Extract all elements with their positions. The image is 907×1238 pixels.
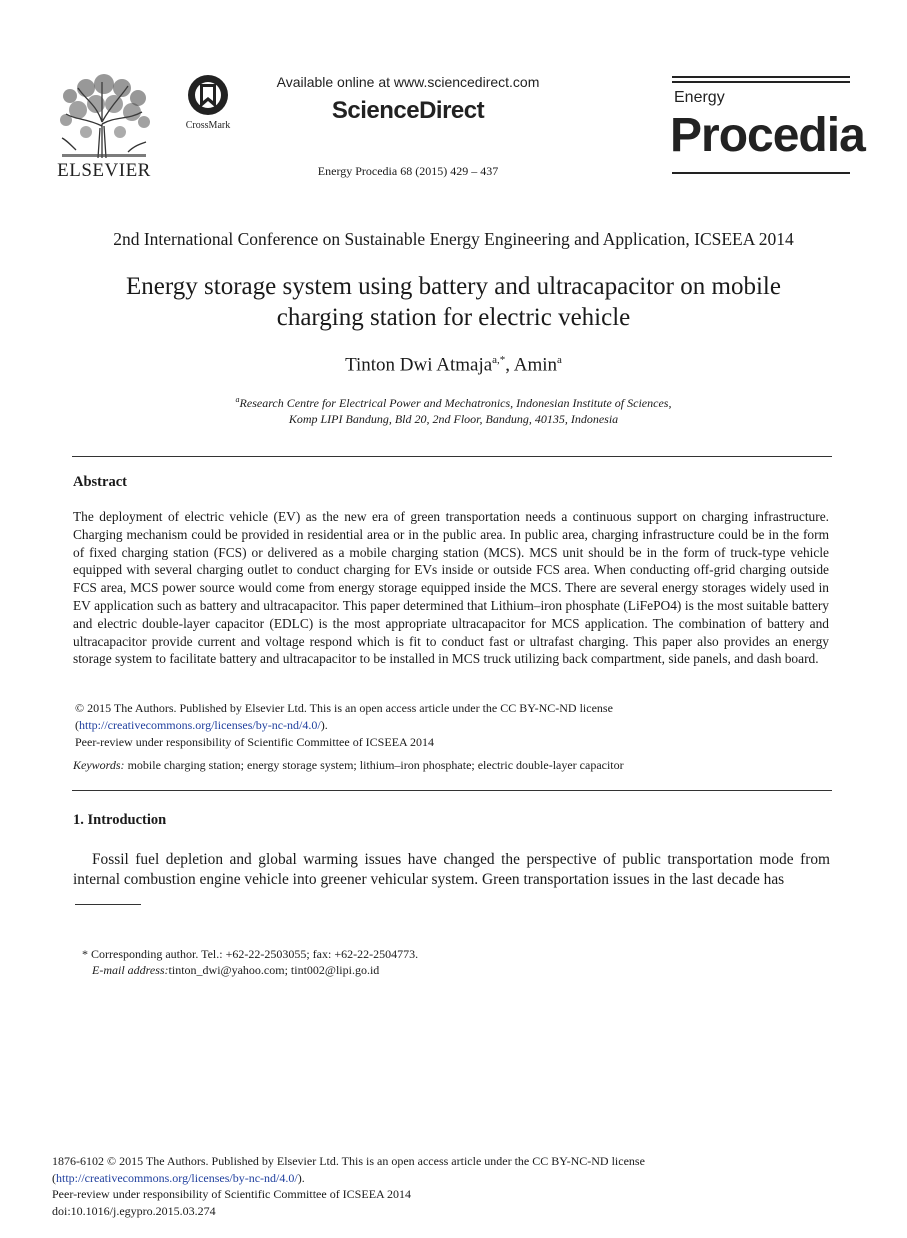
journal-logo-rule-top (672, 76, 850, 78)
sciencedirect-logo[interactable]: ScienceDirect (331, 97, 485, 124)
corresponding-mark[interactable]: * (499, 354, 506, 366)
bottom-license-line: (http://creativecommons.org/licenses/by-nc-nd/4.0/). (52, 1170, 305, 1185)
journal-name-large: Procedia (670, 109, 865, 162)
intro-paragraph: Fossil fuel depletion and global warming issues have changed the perspective of public transportation mode from internal combustion engine vehicle into greener vehicular system. Green transportation issues in the last decade has (73, 851, 830, 888)
email-addresses[interactable]: tinton_dwi@yahoo.com; tint002@lipi.go.id (168, 963, 380, 977)
license-line: (http://creativecommons.org/licenses/by-nc-nd/4.0/). (75, 718, 328, 732)
intro-heading: 1. Introduction (73, 812, 167, 828)
abstract-body: The deployment of electric vehicle (EV) as the new era of green transportation needs a continuous support on charging infrastructure. Charging mechanism could be provided in residential area or in the public area. In public area, charging infrastructure could be in the form of fixed charging station (FCS) or delivered as a mobile charging station (MCS). MCS unit should be in the form of truck-type vehicle equipped with several charging outlet to conduct charging for EVs inside or outside FCS area. When conducting off-grid charging outside FCS area, MCS power source would come from energy storage equipped inside the MCS. There are several energy storages widely used in EV application such as battery and ultracapacitor. This paper determined that Lithium–iron phosphate (LiFePO4) is the most suitable battery and electric double-layer capacitor (EDLC) is the most appropriate ultracapacitor for MCS application. The combination of battery and ultracapacitor provide current and voltage respond which is fit to conduct fast or ultrafast charging. This paper also provides an energy storage system to facilitate battery and ultracapacitor to be installed in MCS truck utilizing back compartment, side panels, and dash board. (73, 509, 829, 667)
bottom-info (52, 1153, 852, 1219)
journal-reference: Energy Procedia 68 (2015) 429 – 437 (317, 164, 499, 178)
footnote (82, 946, 418, 978)
paper-title-line2: charging station for electric vehicle (276, 304, 631, 331)
affiliation-line2: Komp LIPI Bandung, Bld 20, 2nd Floor, Bandung, 40135, Indonesia (288, 412, 619, 426)
author-separator: , (505, 354, 514, 376)
divider-top (72, 456, 832, 457)
crossmark-badge[interactable] (178, 74, 238, 134)
journal-name-small: Energy (674, 89, 725, 106)
crossmark-icon (178, 74, 238, 120)
keywords (73, 758, 833, 773)
email-line (82, 962, 418, 978)
divider-bottom (72, 790, 832, 791)
author-list (60, 354, 847, 376)
copyright-block (75, 700, 835, 751)
bottom-peer-review: Peer-review under responsibility of Scientific Committee of ICSEEA 2014 (52, 1187, 412, 1201)
journal-logo-rule-top2 (672, 81, 850, 83)
affiliation-sup: a (235, 395, 240, 404)
author-name: Tinton Dwi Atmaja (345, 354, 493, 376)
footnote-rule (75, 904, 141, 905)
elsevier-tree-icon (56, 74, 152, 160)
bottom-license-link[interactable]: http://creativecommons.org/licenses/by-nc-nd/4.0/ (56, 1170, 298, 1185)
available-online[interactable]: Available online at www.sciencedirect.com (276, 74, 540, 90)
corresponding-author: * Corresponding author. Tel.: +62-22-2503055; fax: +62-22-2504773. (82, 947, 419, 961)
license-link[interactable]: http://creativecommons.org/licenses/by-nc-nd/4.0/ (79, 718, 321, 732)
author-affil-sup: a,* (492, 354, 506, 366)
elsevier-logo (56, 74, 156, 181)
intro-body (73, 850, 830, 890)
copyright-text: © 2015 The Authors. Published by Elsevier Ltd. This is an open access article under the CC BY-NC-ND license (75, 701, 613, 715)
issn-copyright: 1876-6102 © 2015 The Authors. Published by Elsevier Ltd. This is an open access article under the CC BY-NC-ND license (52, 1154, 645, 1168)
email-label: E-mail address: (92, 963, 169, 977)
journal-logo-rule-bottom (672, 172, 850, 174)
author-affil-sup: a (557, 354, 562, 366)
doi[interactable]: doi:10.1016/j.egypro.2015.03.274 (52, 1203, 216, 1218)
keywords-label: Keywords: (73, 758, 125, 772)
abstract-heading: Abstract (73, 474, 127, 490)
peer-review-text: Peer-review under responsibility of Scientific Committee of ICSEEA 2014 (75, 735, 435, 749)
conference-name: 2nd International Conference on Sustainable Energy Engineering and Application, ICSEEA 2014 (113, 229, 794, 249)
affiliation-line1: Research Centre for Electrical Power and Mechatronics, Indonesian Institute of Sciences, (239, 396, 672, 410)
paper-title-line1: Energy storage system using battery and ultracapacitor on mobile (126, 273, 781, 300)
paper-title (60, 271, 847, 333)
affiliation (60, 392, 847, 427)
keywords-list: mobile charging station; energy storage system; lithium–iron phosphate; electric double-layer capacitor (124, 758, 624, 772)
author-name: Amin (513, 354, 558, 376)
crossmark-label: CrossMark (185, 120, 231, 131)
publisher-name: ELSEVIER (57, 160, 151, 181)
